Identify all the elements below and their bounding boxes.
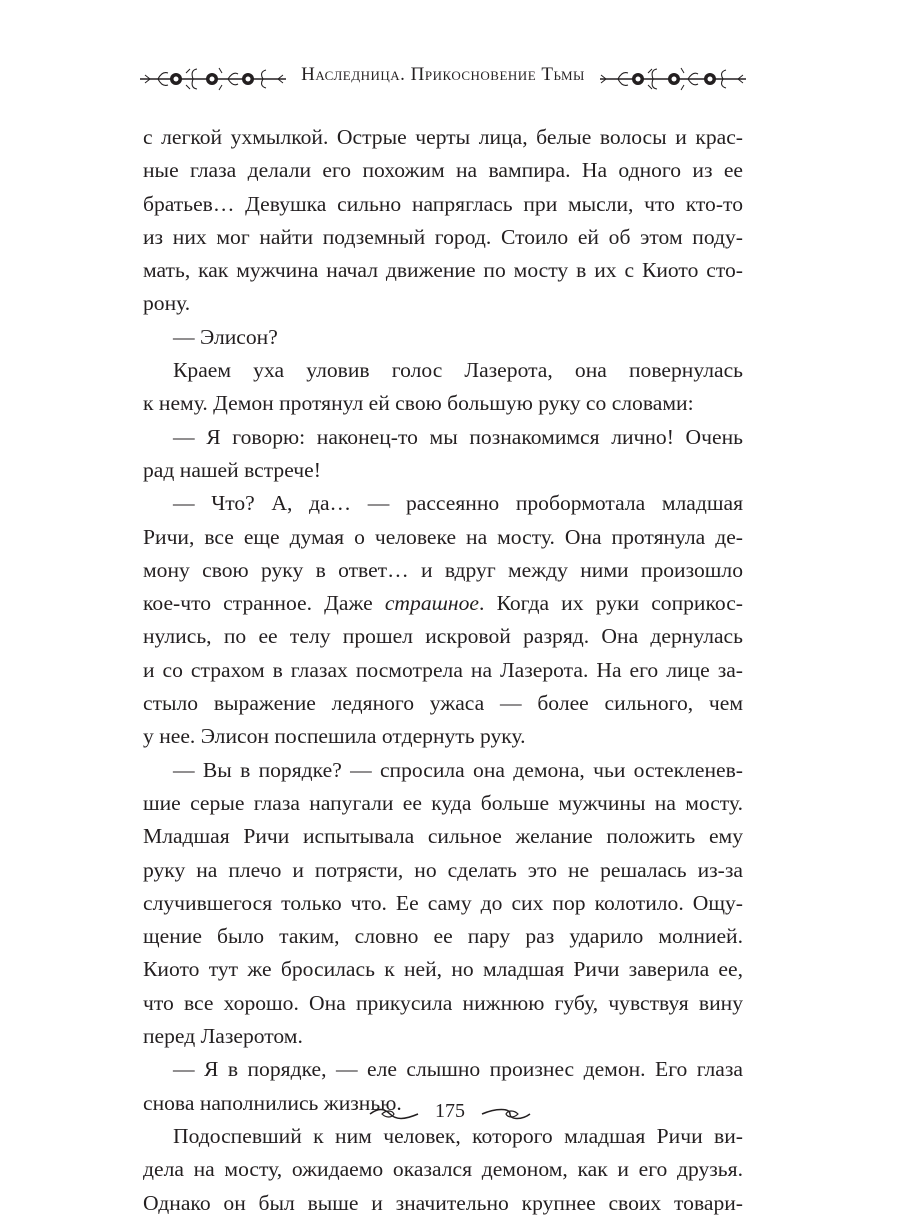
text-line: — Элисон? [173, 324, 278, 349]
text-line: мону свою руку в ответ… и вдруг между ними произошло [143, 557, 743, 582]
rose-vine-ornament-left-icon [138, 64, 288, 94]
text-line: щение было таким, словно ее пару раз ударило молнией. [143, 924, 743, 949]
emphasis: страшное [384, 591, 480, 616]
text-line: стыло выражение ледяного ужаса — более сильного, чем [143, 691, 743, 716]
text-line: перед Лазеротом. [143, 1024, 303, 1049]
text-line: руку на плечо и потрясти, но сделать это не решалась из-за [143, 857, 743, 882]
text-line: с легкой ухмылкой. Острые черты лица, белые волосы и крас- [143, 125, 743, 149]
page-body-text [143, 121, 743, 1220]
text-line: из них мог найти подземный город. Стоило ей об этом поду- [143, 224, 743, 249]
text-line: у нее. Элисон поспешила отдернуть руку. [143, 724, 526, 749]
text-line: — Я говорю: наконец-то мы познакомимся лично! Очень [173, 424, 743, 449]
text-line: Младшая Ричи испытывала сильное желание положить ему [143, 824, 743, 849]
text-line: рад нашей встрече! [143, 457, 321, 482]
text-line: Краем уха уловив голос Лазерота, она повернулась [173, 358, 743, 383]
text-line: рону. [143, 291, 191, 316]
text-line: Ричи, все еще думая о человеке на мосту. Она протянула де- [143, 524, 743, 549]
text-line: нулись, по ее телу прошел искровой разряд. Она дернулась [143, 624, 743, 649]
text-line: ные глаза делали его похожим на вампира. На одного из ее [143, 158, 743, 183]
page-footer [360, 1098, 540, 1128]
book-title: Наследница. Прикосновение Тьмы [301, 64, 585, 85]
text-line: — Что? А, да… — рассеянно пробормотала младшая [173, 491, 743, 516]
text-line: мать, как мужчина начал движение по мосту в их с Киото сто- [143, 258, 743, 283]
text-line: кое-что странное. Даже страшное. Когда их руки соприкос- [143, 591, 743, 616]
rose-vine-ornament-right-icon [598, 64, 748, 94]
page-number: 175 [435, 1100, 465, 1122]
text-line: случившегося только что. Ее саму до сих пор колотило. Ощу- [143, 890, 743, 915]
text-line: шие серые глаза напугали ее куда больше мужчины на мосту. [143, 790, 743, 815]
text-line: снова наполнились жизнью. [143, 1090, 402, 1115]
running-header [138, 58, 748, 98]
text-line: — Вы в порядке? — спросила она демона, чьи остекленев- [173, 757, 743, 782]
text-line: Подоспевший к ним человек, которого младшая Ричи ви- [173, 1123, 743, 1148]
text-line: к нему. Демон протянул ей свою большую руку со словами: [143, 391, 694, 416]
text-line: — Я в порядке, — еле слышно произнес демон. Его глаза [173, 1057, 743, 1082]
text-line: братьев… Девушка сильно напряглась при мысли, что кто-то [143, 191, 743, 216]
text-line: Киото тут же бросилась к ней, но младшая Ричи заверила ее, [143, 957, 743, 982]
text-line: и со страхом в глазах посмотрела на Лазерота. На его лице за- [143, 657, 743, 682]
text-line: что все хорошо. Она прикусила нижнюю губу, чувствуя вину [143, 990, 743, 1015]
flourish-right-icon [480, 1106, 532, 1122]
text-line: Однако он был выше и значительно крупнее своих товари- [143, 1190, 743, 1215]
text-line: дела на мосту, ожидаемо оказался демоном, как и его друзья. [143, 1157, 743, 1182]
